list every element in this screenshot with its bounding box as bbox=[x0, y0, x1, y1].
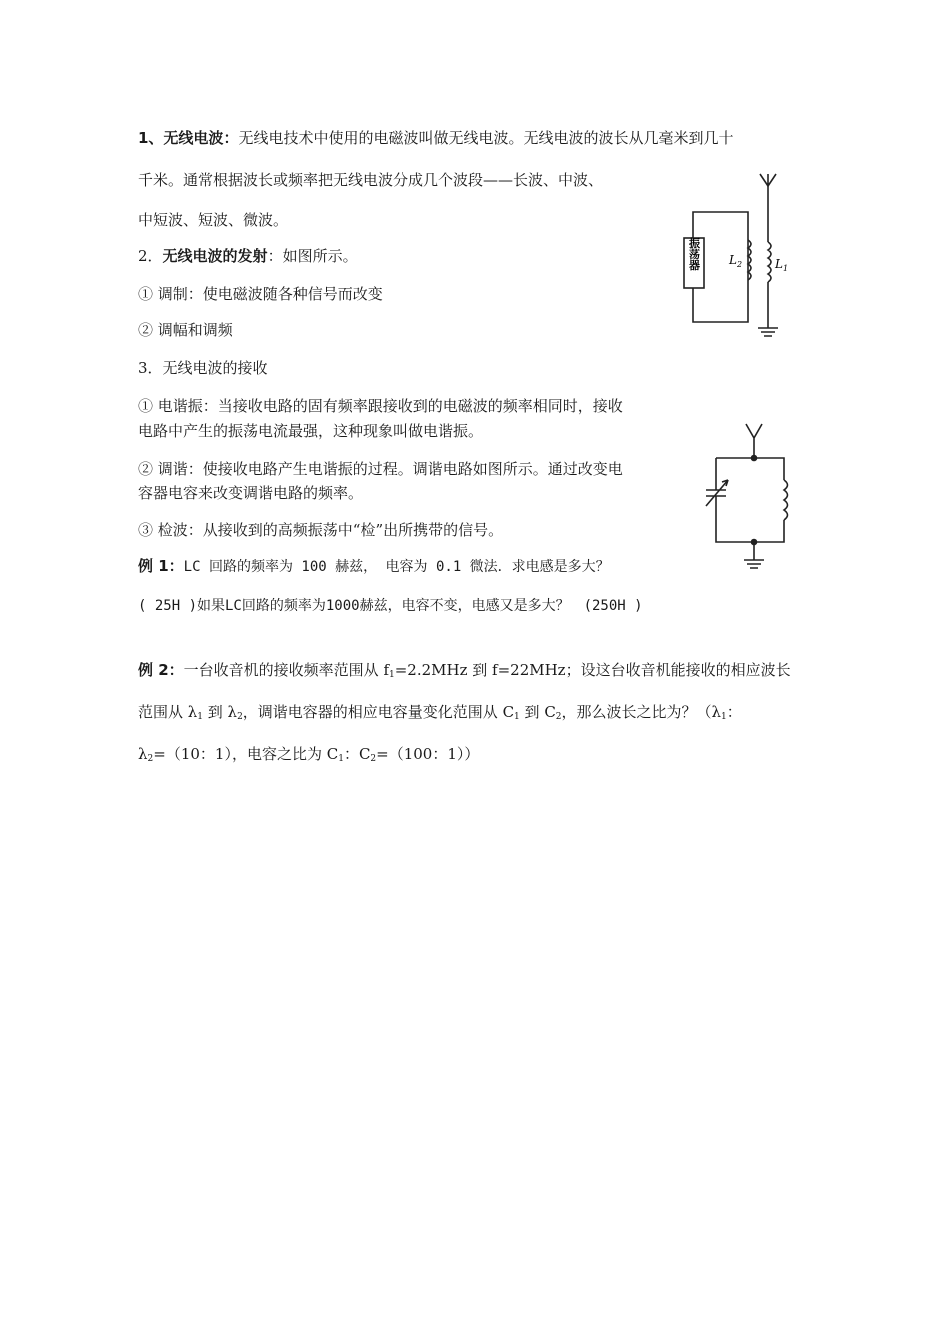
s2-item2: ② 调幅和调频 bbox=[138, 321, 233, 339]
inductor-icon bbox=[784, 480, 788, 520]
s2-item1: ① 调制：使电磁波随各种信号而改变 bbox=[138, 285, 383, 303]
ex2-c2-sub: 2 bbox=[555, 712, 562, 722]
ex2-line2 bbox=[138, 702, 742, 727]
s1-line1-text: 无线电技术中使用的电磁波叫做无线电波。无线电波的波长从几毫米到几十 bbox=[238, 129, 734, 147]
ex2-l1-sub: 1 bbox=[197, 712, 204, 722]
s3-item2-line1: ② 调谐：使接收电路产生电谐振的过程。调谐电路如图所示。通过改变电 bbox=[138, 460, 623, 478]
s2-heading-num: 2． bbox=[138, 247, 163, 265]
s2-heading-rest: ：如图所示。 bbox=[267, 247, 358, 265]
ex1-label: 例 1： bbox=[138, 557, 184, 575]
variable-capacitor-icon bbox=[706, 480, 728, 506]
ex2-line1-b: =2.2MHz 到 f=22MHz；设这台收音机能接收的相应波长 bbox=[394, 661, 791, 679]
tuning-diagram bbox=[700, 420, 800, 580]
ex2-line3-c: ：C bbox=[343, 745, 371, 763]
ex2-line3-sub2: 2 bbox=[147, 754, 154, 764]
s3-item3: ③ 检波：从接收到的高频振荡中“检”出所携带的信号。 bbox=[138, 521, 504, 539]
ex2-line3-d: =（100：1）） bbox=[376, 745, 480, 763]
antenna-icon bbox=[746, 424, 762, 456]
s1-line3: 中短波、短波、微波。 bbox=[138, 211, 289, 229]
ex2-line2-f: ： bbox=[726, 703, 742, 721]
coil-right-sub: 1 bbox=[782, 264, 789, 273]
s1-line1 bbox=[138, 128, 733, 148]
coil-left-sub: 2 bbox=[736, 260, 743, 269]
ex2-line2-sub: 1 bbox=[721, 712, 727, 722]
loop-wire bbox=[716, 458, 784, 542]
ex2-line1-a: 一台收音机的接收频率范围从 f bbox=[183, 661, 389, 679]
ground-icon bbox=[744, 560, 764, 568]
ex2-line2-b: 到 λ bbox=[203, 703, 238, 721]
s2-heading: 无线电波的发射 bbox=[162, 247, 268, 265]
coil-right-letter: L bbox=[775, 257, 783, 271]
ex2-line3 bbox=[138, 744, 479, 769]
ex2-c1-sub: 1 bbox=[514, 712, 520, 722]
s2-heading-line bbox=[138, 246, 358, 266]
coil-l1-icon bbox=[768, 242, 771, 282]
s1-heading: 1、无线电波： bbox=[138, 129, 239, 147]
ex2-line3-b: =（10：1），电容之比为 C bbox=[153, 745, 339, 763]
ex2-line1 bbox=[138, 660, 791, 685]
coil-left-label bbox=[728, 253, 742, 269]
ground-icon bbox=[758, 328, 778, 336]
ex2-label: 例 2： bbox=[138, 661, 184, 679]
s3-item1-line2: 电路中产生的振荡电流最强，这种现象叫做电谐振。 bbox=[138, 422, 484, 440]
transmitter-diagram bbox=[680, 170, 790, 348]
s3-item2-line2: 容器电容来改变调谐电路的频率。 bbox=[138, 484, 364, 502]
coil-right-label bbox=[774, 257, 788, 273]
ex2-f-sub: 1 bbox=[389, 670, 395, 680]
coil-left-letter: L bbox=[729, 253, 737, 267]
oscillator-label: 振荡器 bbox=[687, 237, 701, 271]
ex2-line2-c: ，调谐电容器的相应电容量变化范围从 C bbox=[242, 703, 515, 721]
ex2-line2-d: 到 C bbox=[519, 703, 556, 721]
ex1-line1-text: LC 回路的频率为 100 赫兹， 电容为 0.1 微法．求电感是多大？ bbox=[183, 559, 610, 575]
antenna-icon bbox=[760, 174, 776, 186]
s3-item1-line1: ① 电谐振：当接收电路的固有频率跟接收到的电磁波的频率相同时，接收 bbox=[138, 397, 623, 415]
s3-heading: 3．无线电波的接收 bbox=[138, 359, 268, 377]
ex1-line1 bbox=[138, 556, 610, 577]
ex2-line3-c1: 1 bbox=[338, 754, 344, 764]
s1-line2: 千米。通常根据波长或频率把无线电波分成几个波段——长波、中波、 bbox=[138, 171, 604, 189]
ex2-line2-a: 范围从 λ bbox=[138, 703, 198, 721]
ex1-line2: ( 25H )如果LC回路的频率为1000赫兹，电容不变，电感又是多大？ (250H ) bbox=[138, 598, 643, 614]
ex2-line3-a: λ bbox=[138, 745, 148, 763]
ex2-l2-sub: 2 bbox=[237, 712, 243, 722]
ex2-line2-e: ，那么波长之比为？（λ bbox=[561, 703, 722, 721]
ex2-line3-c2: 2 bbox=[370, 754, 377, 764]
